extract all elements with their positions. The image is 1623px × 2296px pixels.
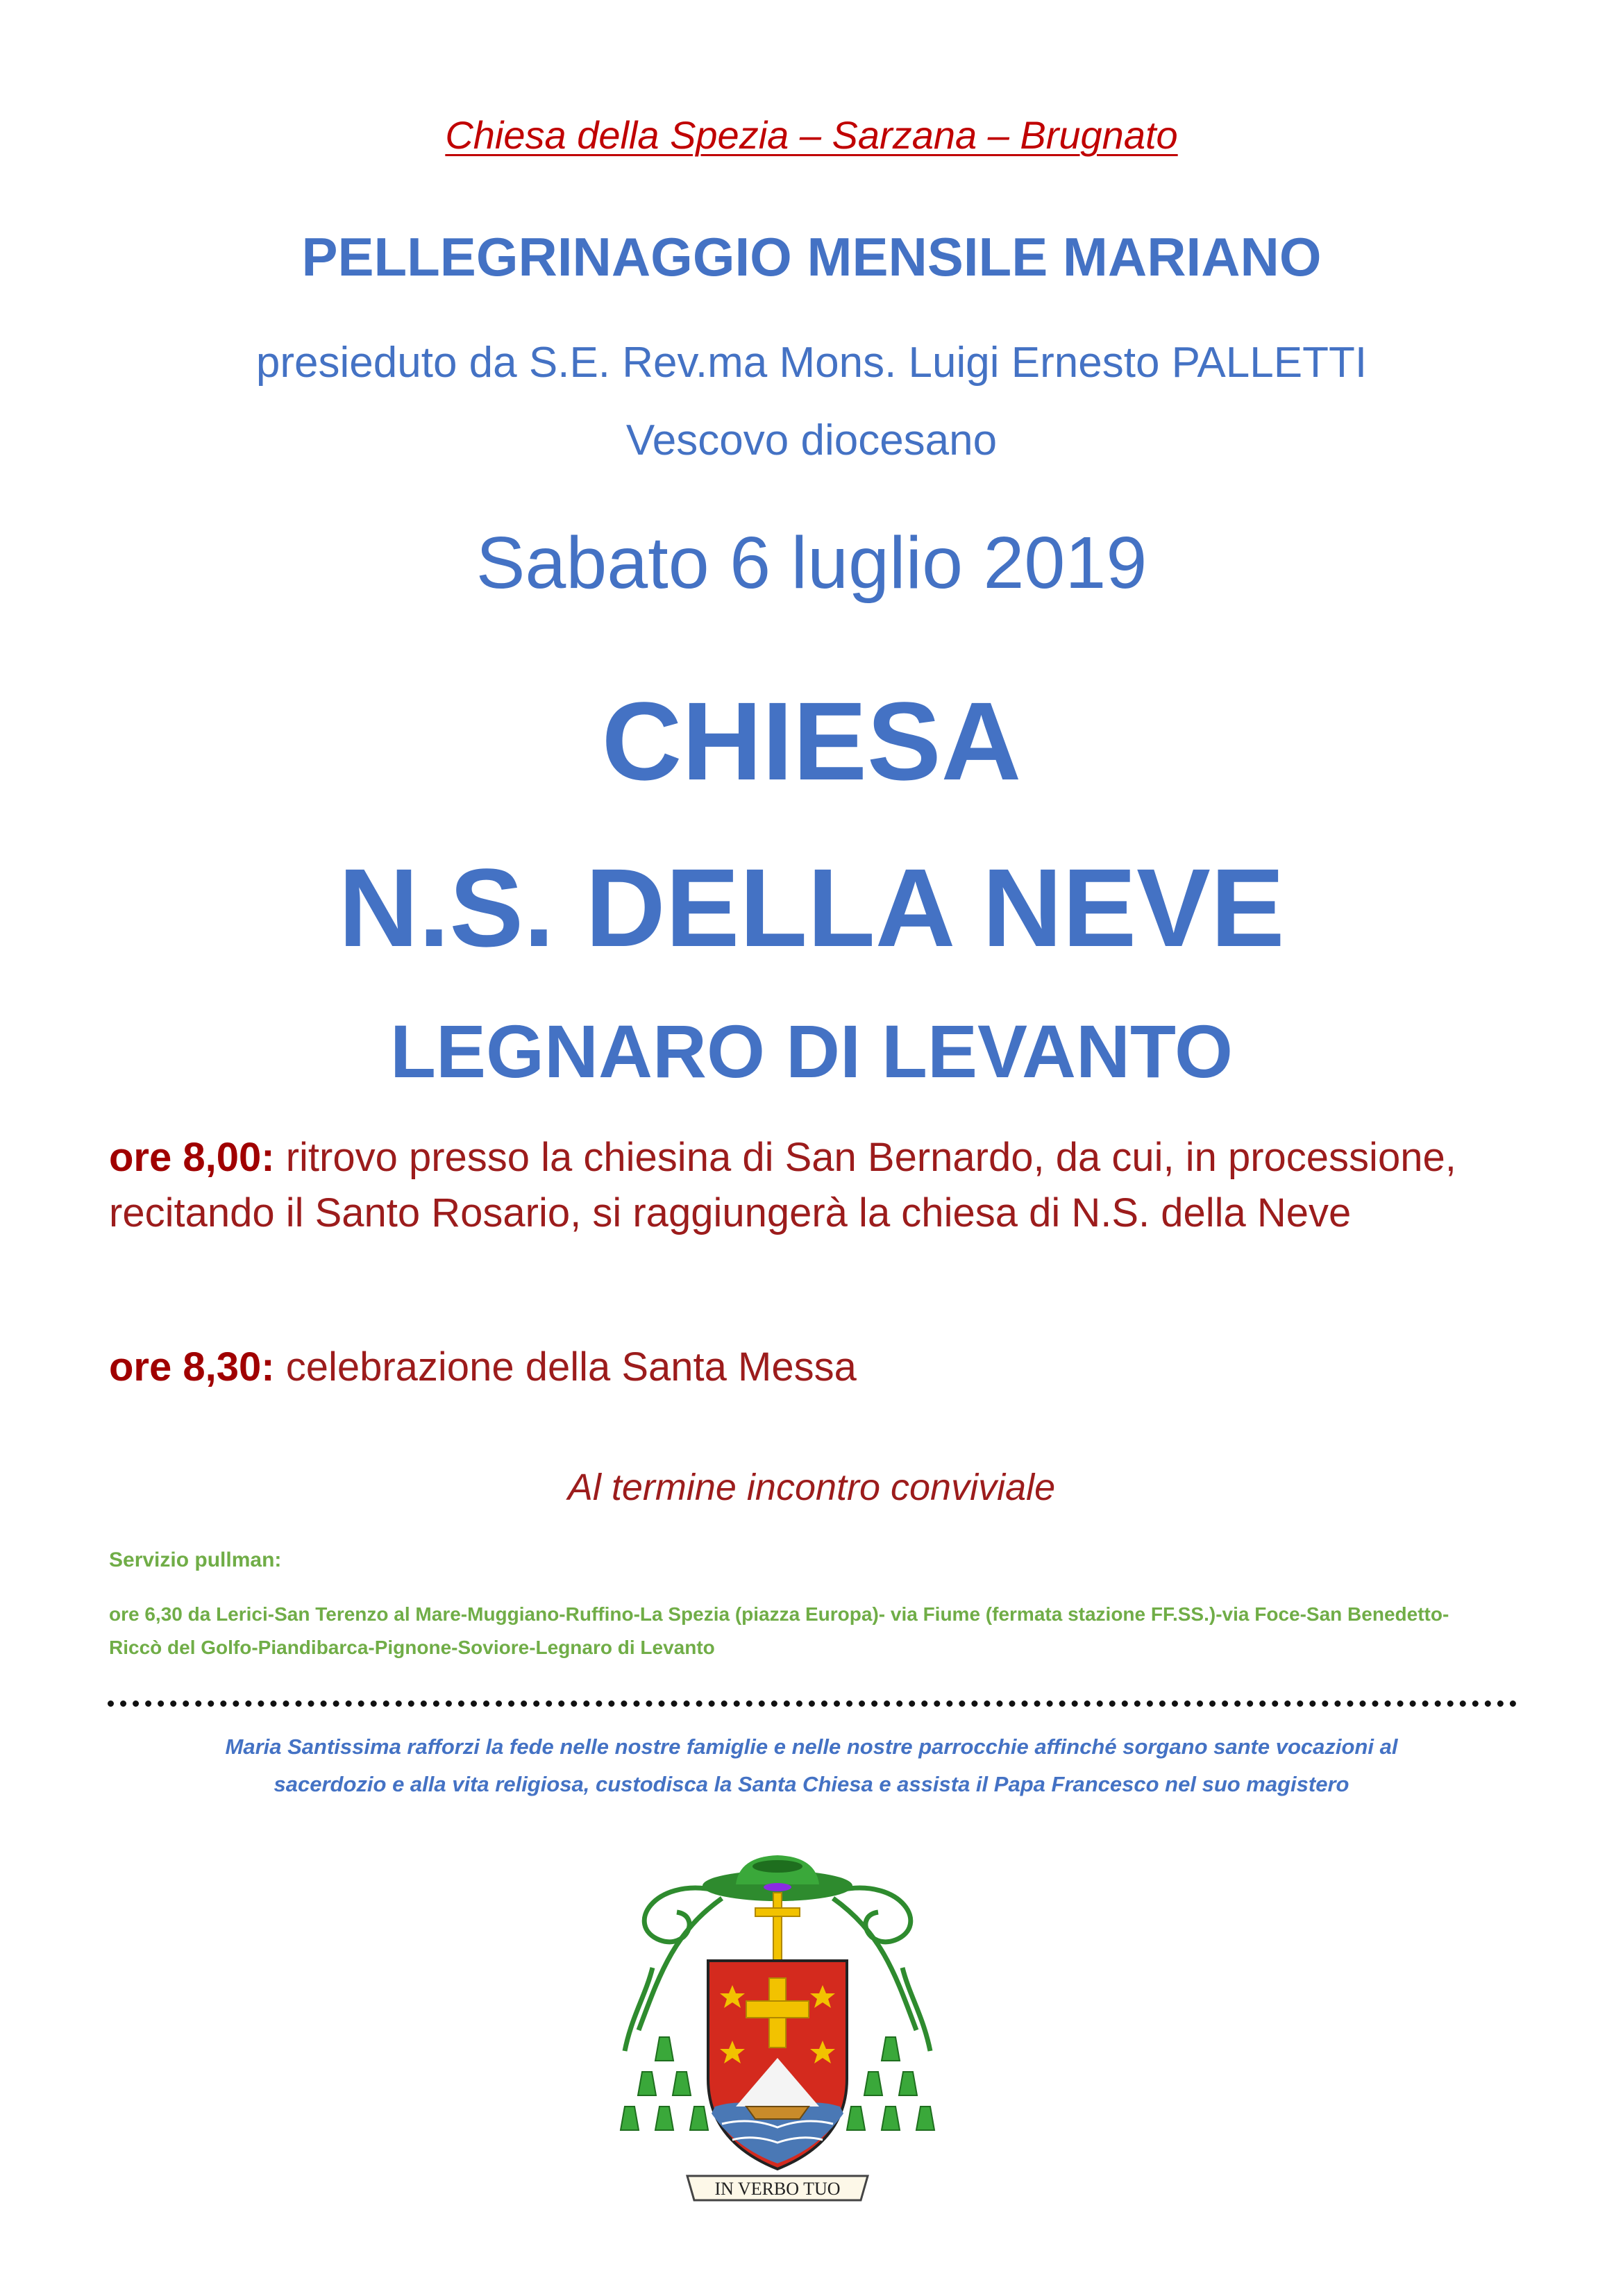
presider-line: presieduto da S.E. Rev.ma Mons. Luigi Ernesto PALLETTI	[255, 339, 1368, 387]
diocese-header	[0, 111, 1623, 160]
prayer-line: sacerdozio e alla vita religiosa, custodisca la Santa Chiesa e assista il Papa Francesco nel suo magistero	[274, 1772, 1349, 1796]
dotted-divider	[108, 1700, 1517, 1707]
bus-route-line: ore 6,30 da Lerici-San Terenzo al Mare-Muggiano-Ruffino-La Spezia (piazza Europa)- via Fiume (fermata stazione FF.SS.)-via Foce-San Benedetto-	[109, 1603, 1449, 1625]
schedule-item-line	[109, 1130, 1525, 1185]
bus-route-line: Riccò del Golfo-Piandibarca-Pignone-Soviore-Legnaro di Levanto	[109, 1637, 715, 1658]
venue-line-1: CHIESA	[601, 679, 1022, 803]
prayer-line: Maria Santissima rafforzi la fede nelle nostre famiglie e nelle nostre parrocchie affinché sorgano sante vocazioni al	[225, 1734, 1398, 1759]
schedule-text: ritrovo presso la chiesina di San Bernardo, da cui, in processione,	[274, 1135, 1456, 1180]
bus-service-details	[109, 1598, 1511, 1664]
bus-service-title: Servizio pullman:	[109, 1548, 282, 1571]
schedule-time: ore 8,00:	[109, 1135, 275, 1180]
schedule-item-line: recitando il Santo Rosario, si raggiungerà la chiesa di N.S. della Neve	[109, 1190, 1352, 1235]
schedule-text: celebrazione della Santa Messa	[274, 1344, 857, 1390]
venue-line-2: N.S. DELLA NEVE	[338, 845, 1285, 970]
schedule-item	[109, 1340, 1525, 1395]
schedule-time: ore 8,30:	[109, 1344, 275, 1390]
closing-note: Al termine incontro conviviale	[567, 1467, 1056, 1508]
event-date: Sabato 6 luglio 2019	[476, 522, 1147, 604]
page-title: PELLEGRINAGGIO MENSILE MARIANO	[301, 226, 1322, 287]
diocese-text: Chiesa della Spezia – Sarzana – Brugnato	[445, 113, 1178, 157]
presider-role: Vescovo diocesano	[625, 416, 998, 464]
schedule-item	[109, 1130, 1525, 1241]
crest-motto: IN VERBO TUO	[714, 2179, 841, 2199]
venue-line-3: LEGNARO DI LEVANTO	[389, 1009, 1234, 1093]
episcopal-coat-of-arms-icon	[611, 1850, 944, 2225]
